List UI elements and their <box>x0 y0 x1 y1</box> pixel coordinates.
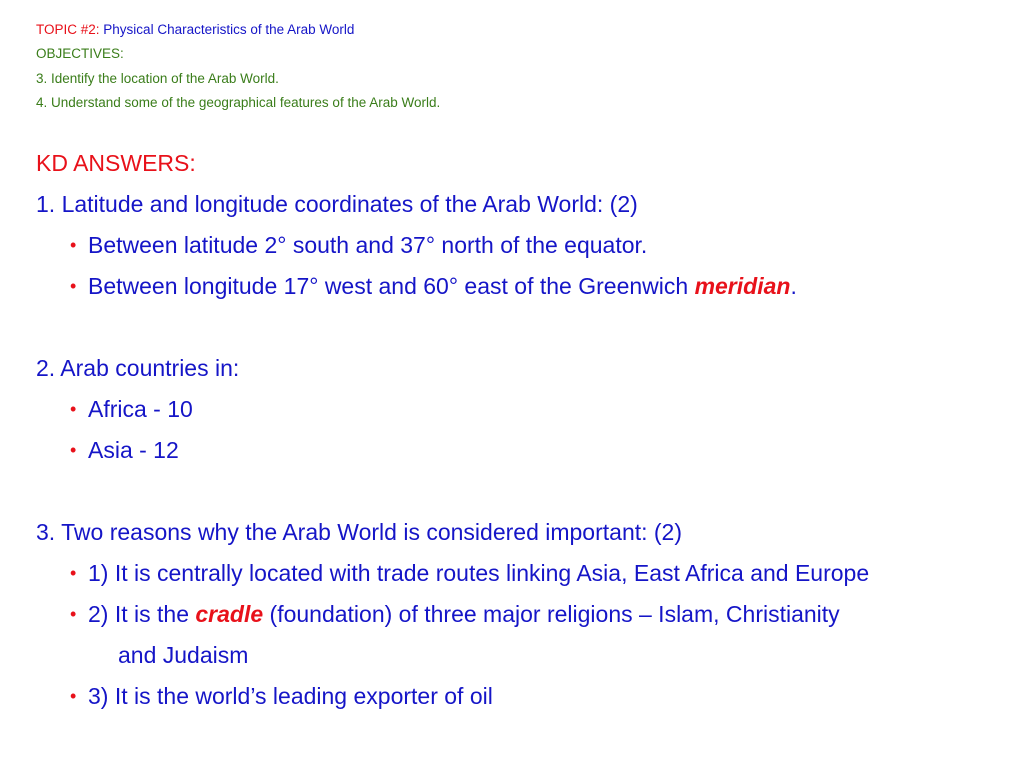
emphasis-term: cradle <box>195 601 264 627</box>
spacer <box>36 307 1006 348</box>
bullet-icon: • <box>70 276 77 296</box>
bullet-text: 2) It is the <box>88 601 196 627</box>
objective-item: 3. Identify the location of the Arab World. <box>36 70 279 86</box>
bullet-text-end: (foundation) of three major religions – Islam, Christianity <box>263 601 840 627</box>
answers-body <box>36 143 1006 717</box>
bullet-text: Between longitude 17° west and 60° east of the Greenwich <box>88 273 695 299</box>
bullet-icon: • <box>70 563 77 583</box>
list-item <box>36 594 1006 635</box>
question-1-title: 1. Latitude and longitude coordinates of the Arab World: (2) <box>36 191 638 217</box>
bullet-text: 3) It is the world’s leading exporter of oil <box>88 683 493 709</box>
bullet-text: Africa - 10 <box>88 396 193 422</box>
bullet-icon: • <box>70 235 77 255</box>
bullet-text: Asia - 12 <box>88 437 179 463</box>
bullet-icon: • <box>70 440 77 460</box>
bullet-icon: • <box>70 399 77 419</box>
answers-heading: KD ANSWERS: <box>36 150 196 176</box>
question-2-title: 2. Arab countries in: <box>36 355 240 381</box>
topic-title: Physical Characteristics of the Arab World <box>103 22 355 37</box>
bullet-icon: • <box>70 604 77 624</box>
list-item <box>36 553 1006 594</box>
objective-item: 4. Understand some of the geographical features of the Arab World. <box>36 94 441 110</box>
list-item <box>36 430 1006 471</box>
spacer <box>36 471 1006 512</box>
topic-prefix: TOPIC #2: <box>36 22 100 37</box>
list-item <box>36 389 1006 430</box>
bullet-continuation: and Judaism <box>118 642 249 668</box>
objectives-label: OBJECTIVES: <box>36 46 124 62</box>
list-item <box>36 676 1006 717</box>
bullet-text: Between latitude 2° south and 37° north of the equator. <box>88 232 648 258</box>
list-item <box>36 225 1006 266</box>
question-3-title: 3. Two reasons why the Arab World is considered important: (2) <box>36 519 683 545</box>
list-item <box>36 266 1006 307</box>
bullet-text-end: . <box>790 273 797 299</box>
topic-line <box>36 18 440 42</box>
bullet-text: 1) It is centrally located with trade routes linking Asia, East Africa and Europe <box>88 560 870 586</box>
bullet-icon: • <box>70 686 77 706</box>
slide-header <box>36 18 440 115</box>
emphasis-term: meridian <box>694 273 791 299</box>
